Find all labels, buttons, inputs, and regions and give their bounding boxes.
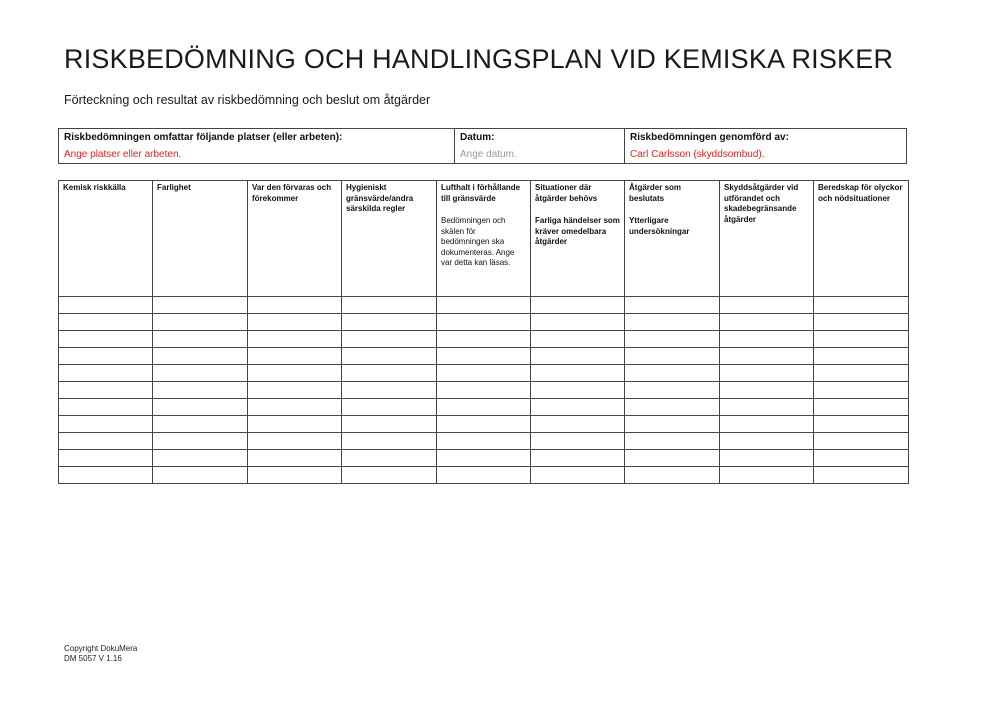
column-header: [153, 181, 248, 297]
column-header: [625, 181, 720, 297]
assessment-info-table: [58, 128, 907, 164]
table-cell[interactable]: [720, 416, 814, 433]
table-cell[interactable]: [720, 331, 814, 348]
table-cell[interactable]: [248, 314, 342, 331]
table-cell[interactable]: [437, 331, 531, 348]
table-cell[interactable]: [720, 433, 814, 450]
table-cell[interactable]: [625, 382, 720, 399]
table-cell[interactable]: [248, 297, 342, 314]
table-cell[interactable]: [342, 416, 437, 433]
table-cell[interactable]: [342, 399, 437, 416]
column-header-label: Skyddsåtgärder vid utförandet och skadebegränsande åtgärder: [724, 183, 799, 224]
column-header: [248, 181, 342, 297]
table-cell[interactable]: [437, 433, 531, 450]
column-header: [720, 181, 814, 297]
table-cell[interactable]: [153, 331, 248, 348]
table-cell[interactable]: [814, 467, 909, 484]
column-header: [59, 181, 153, 297]
table-row: [59, 314, 909, 331]
places-cell: [59, 129, 454, 163]
table-cell[interactable]: [342, 297, 437, 314]
date-field[interactable]: Ange datum.: [460, 149, 517, 160]
table-cell[interactable]: [153, 399, 248, 416]
table-cell[interactable]: [814, 297, 909, 314]
table-cell[interactable]: [59, 331, 153, 348]
table-cell[interactable]: [437, 467, 531, 484]
table-cell[interactable]: [625, 467, 720, 484]
table-cell[interactable]: [248, 450, 342, 467]
column-header-label: Kemisk riskkälla: [63, 183, 126, 192]
table-cell[interactable]: [720, 348, 814, 365]
column-header-note: Bedömningen och skälen för bedömningen ska dokumenteras. Ange var detta kan läsas.: [441, 216, 515, 267]
table-cell[interactable]: [342, 365, 437, 382]
table-cell[interactable]: [153, 314, 248, 331]
table-cell[interactable]: [342, 331, 437, 348]
table-cell[interactable]: [248, 433, 342, 450]
table-cell[interactable]: [437, 450, 531, 467]
table-cell[interactable]: [625, 399, 720, 416]
column-header-label: Beredskap för olyckor och nödsituationer: [818, 183, 903, 203]
table-cell[interactable]: [531, 348, 625, 365]
table-cell[interactable]: [59, 314, 153, 331]
table-cell[interactable]: [531, 314, 625, 331]
date-label: Datum:: [460, 132, 495, 143]
table-cell[interactable]: [720, 297, 814, 314]
table-cell[interactable]: [153, 416, 248, 433]
table-cell[interactable]: [720, 450, 814, 467]
table-cell[interactable]: [720, 365, 814, 382]
column-header: [531, 181, 625, 297]
table-cell[interactable]: [437, 399, 531, 416]
document-id: DM 5057 V 1.16: [64, 654, 122, 663]
table-cell[interactable]: [720, 382, 814, 399]
table-cell[interactable]: [625, 365, 720, 382]
table-cell[interactable]: [531, 467, 625, 484]
table-cell[interactable]: [342, 314, 437, 331]
column-header-subheading: Farliga händelser som kräver omedelbara åtgärder: [535, 216, 620, 246]
table-cell[interactable]: [59, 399, 153, 416]
table-cell[interactable]: [248, 399, 342, 416]
table-cell[interactable]: [531, 297, 625, 314]
assessor-field[interactable]: Carl Carlsson (skyddsombud).: [630, 149, 765, 160]
table-cell[interactable]: [814, 382, 909, 399]
table-cell[interactable]: [437, 382, 531, 399]
assessor-cell: [624, 129, 906, 163]
table-cell[interactable]: [531, 433, 625, 450]
table-cell[interactable]: [437, 297, 531, 314]
table-cell[interactable]: [248, 382, 342, 399]
date-cell: [454, 129, 624, 163]
table-cell[interactable]: [59, 348, 153, 365]
copyright-text: Copyright DokuMera: [64, 644, 138, 653]
table-cell[interactable]: [59, 433, 153, 450]
table-cell[interactable]: [248, 416, 342, 433]
table-cell[interactable]: [814, 416, 909, 433]
table-cell[interactable]: [248, 348, 342, 365]
table-cell[interactable]: [59, 416, 153, 433]
column-header-label: Situationer där åtgärder behövs: [535, 183, 598, 203]
table-cell[interactable]: [153, 348, 248, 365]
table-row: [59, 365, 909, 382]
table-cell[interactable]: [248, 331, 342, 348]
table-cell[interactable]: [625, 297, 720, 314]
table-cell[interactable]: [59, 467, 153, 484]
table-cell[interactable]: [153, 365, 248, 382]
table-cell[interactable]: [342, 450, 437, 467]
table-row: [59, 331, 909, 348]
table-body: [59, 297, 909, 484]
table-cell[interactable]: [531, 365, 625, 382]
table-cell[interactable]: [531, 399, 625, 416]
table-cell[interactable]: [625, 331, 720, 348]
table-cell[interactable]: [531, 416, 625, 433]
table-cell[interactable]: [342, 348, 437, 365]
table-cell[interactable]: [625, 348, 720, 365]
table-cell[interactable]: [814, 365, 909, 382]
table-cell[interactable]: [531, 382, 625, 399]
table-row: [59, 433, 909, 450]
table-row: [59, 382, 909, 399]
table-cell[interactable]: [248, 365, 342, 382]
table-cell[interactable]: [153, 297, 248, 314]
table-cell[interactable]: [342, 433, 437, 450]
table-cell[interactable]: [814, 399, 909, 416]
risk-assessment-table: [58, 180, 909, 484]
table-cell[interactable]: [531, 331, 625, 348]
table-cell[interactable]: [720, 399, 814, 416]
table-cell[interactable]: [720, 314, 814, 331]
table-cell[interactable]: [625, 416, 720, 433]
table-cell[interactable]: [59, 382, 153, 399]
table-cell[interactable]: [625, 450, 720, 467]
column-header-label: Var den förvaras och förekommer: [252, 183, 332, 203]
column-header: [342, 181, 437, 297]
table-cell[interactable]: [625, 314, 720, 331]
column-header: [437, 181, 531, 297]
table-cell[interactable]: [814, 331, 909, 348]
table-row: [59, 416, 909, 433]
table-cell[interactable]: [248, 467, 342, 484]
table-cell[interactable]: [153, 433, 248, 450]
table-cell[interactable]: [59, 365, 153, 382]
table-cell[interactable]: [814, 348, 909, 365]
table-row: [59, 467, 909, 484]
column-header-label: Hygieniskt gränsvärde/andra särskilda regler: [346, 183, 414, 213]
table-cell[interactable]: [153, 450, 248, 467]
table-cell[interactable]: [625, 433, 720, 450]
table-cell[interactable]: [814, 314, 909, 331]
table-cell[interactable]: [437, 348, 531, 365]
table-cell[interactable]: [342, 467, 437, 484]
page-subtitle: Förteckning och resultat av riskbedömning och beslut om åtgärder: [64, 93, 431, 107]
table-cell[interactable]: [531, 450, 625, 467]
table-header-row: [59, 181, 909, 297]
table-cell[interactable]: [814, 450, 909, 467]
column-header-subheading: Ytterligare undersökningar: [629, 216, 690, 236]
places-label: Riskbedömningen omfattar följande platser (eller arbeten):: [64, 132, 343, 143]
footer: [64, 644, 137, 664]
table-cell[interactable]: [59, 450, 153, 467]
table-cell[interactable]: [153, 467, 248, 484]
table-row: [59, 450, 909, 467]
table-cell[interactable]: [59, 297, 153, 314]
page-title: RISKBEDÖMNING OCH HANDLINGSPLAN VID KEMISKA RISKER: [64, 44, 894, 74]
table-row: [59, 399, 909, 416]
column-header-label: Lufthalt i förhållande till gränsvärde: [441, 183, 521, 203]
table-cell[interactable]: [437, 314, 531, 331]
assessor-label: Riskbedömningen genomförd av:: [630, 132, 789, 143]
column-header-label: Åtgärder som beslutats: [629, 183, 682, 203]
table-cell[interactable]: [814, 433, 909, 450]
table-row: [59, 297, 909, 314]
table-cell[interactable]: [437, 365, 531, 382]
table-cell[interactable]: [437, 416, 531, 433]
table-cell[interactable]: [342, 382, 437, 399]
table-cell[interactable]: [720, 467, 814, 484]
column-header: [814, 181, 909, 297]
places-field[interactable]: Ange platser eller arbeten.: [64, 149, 182, 160]
table-cell[interactable]: [153, 382, 248, 399]
table-row: [59, 348, 909, 365]
column-header-label: Farlighet: [157, 183, 191, 192]
